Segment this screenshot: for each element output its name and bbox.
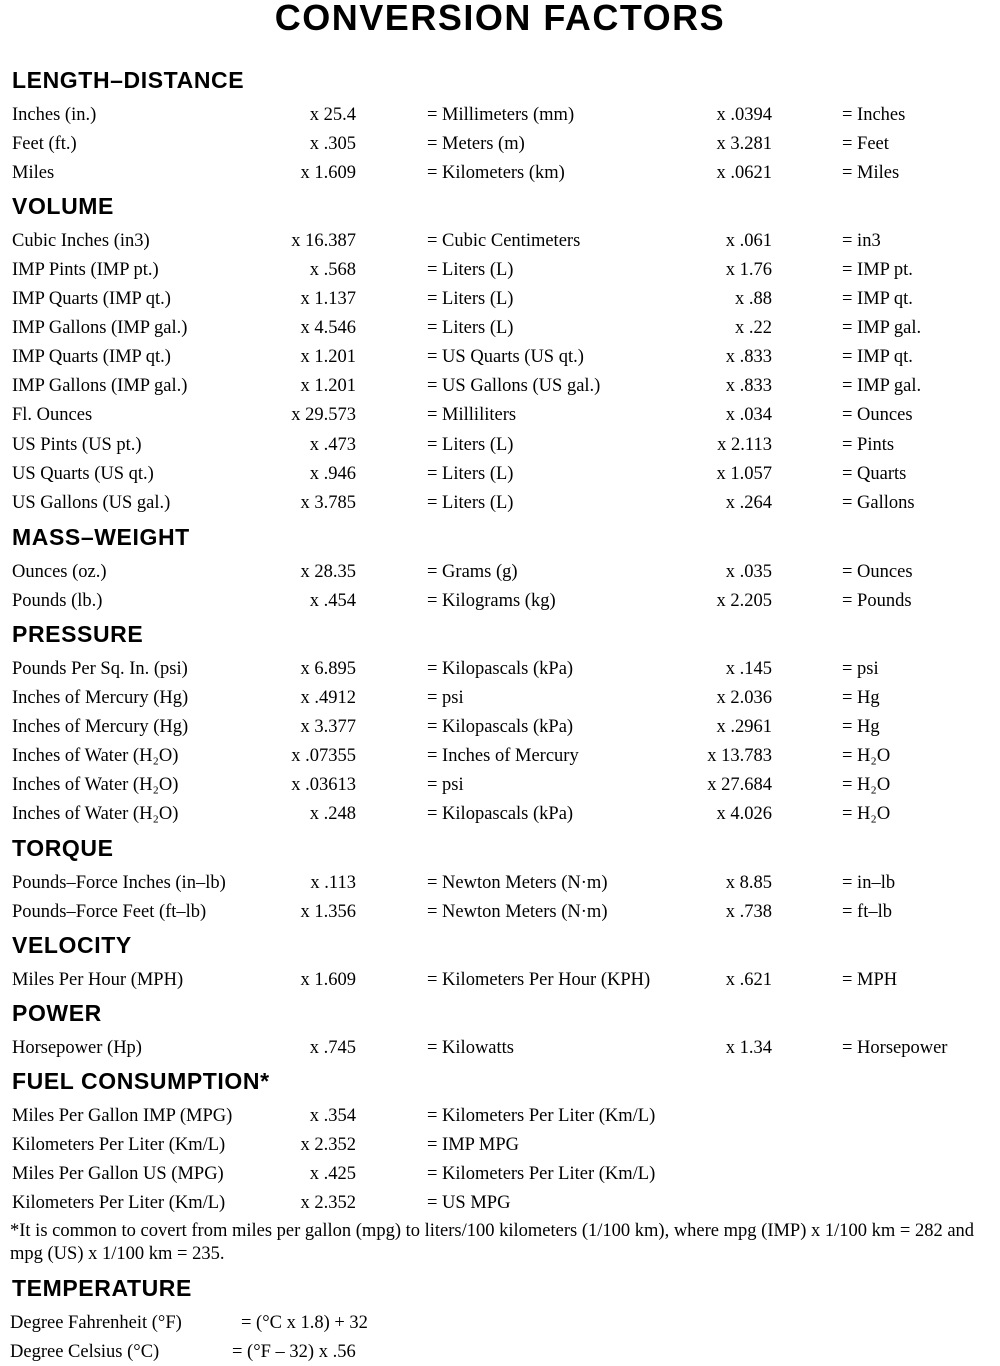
table-row (0, 1161, 1000, 1187)
table-row (0, 801, 1000, 827)
back-unit: = H₂O (842, 746, 891, 766)
factor: x .354 (309, 1106, 356, 1126)
from-unit: Kilometers Per Liter (Km/L) (12, 1193, 226, 1213)
back-factor: x .833 (725, 347, 772, 367)
table-row (0, 461, 1000, 487)
to-unit: = Kilometers (km) (427, 163, 565, 183)
section-heading-fuel-consumption: FUEL CONSUMPTION* (12, 1068, 270, 1094)
table-row (0, 344, 1000, 370)
to-unit: = Kilowatts (427, 1038, 514, 1058)
back-unit: = Ounces (842, 562, 913, 582)
back-unit: = Ounces (842, 405, 913, 425)
table-row (0, 656, 1000, 682)
to-unit: = Millimeters (mm) (427, 105, 575, 125)
back-factor: x .061 (725, 231, 772, 251)
back-factor: x .145 (725, 659, 772, 679)
table-row (0, 131, 1000, 157)
from-unit: Ounces (oz.) (12, 562, 107, 582)
temperature-label: Degree Celsius (°C) (10, 1342, 160, 1362)
back-unit: = IMP qt. (842, 289, 913, 309)
from-unit: US Gallons (US gal.) (12, 493, 171, 513)
to-unit: = Kilometers Per Liter (Km/L) (427, 1106, 656, 1126)
from-unit: Inches of Water (H₂O) (12, 804, 179, 824)
from-unit: Pounds (lb.) (12, 591, 103, 611)
back-factor: x 2.113 (717, 435, 772, 455)
from-unit: Miles Per Gallon IMP (MPG) (12, 1106, 233, 1126)
back-factor: x 2.036 (716, 688, 772, 708)
table-row (0, 588, 1000, 614)
back-unit: = Pints (842, 435, 895, 455)
back-unit: = IMP pt. (842, 260, 913, 280)
to-unit: = Grams (g) (427, 562, 518, 582)
to-unit: = Kilopascals (kPa) (427, 659, 574, 679)
back-factor: x .035 (725, 562, 772, 582)
from-unit: IMP Gallons (IMP gal.) (12, 318, 188, 338)
to-unit: = Kilograms (kg) (427, 591, 556, 611)
back-factor: x 2.205 (716, 591, 772, 611)
from-unit: IMP Quarts (IMP qt.) (12, 347, 171, 367)
back-factor: x .738 (725, 902, 772, 922)
back-unit: = IMP gal. (842, 318, 922, 338)
fuel-footnote: *It is common to covert from miles per gallon (mpg) to liters/100 kilometers (1/100 km), where mpg (IMP) x 1/100 km = 282 and mpg (US) x 1/100 km = 235. (10, 1221, 975, 1264)
factor: x .425 (309, 1164, 356, 1184)
from-unit: Pounds Per Sq. In. (psi) (12, 659, 188, 679)
back-factor: x 8.85 (725, 873, 772, 893)
table-row (0, 1132, 1000, 1158)
factor: x 3.377 (300, 717, 356, 737)
section-heading-velocity: VELOCITY (12, 932, 132, 958)
factor: x .454 (309, 591, 356, 611)
back-factor: x .833 (725, 376, 772, 396)
to-unit: = Meters (m) (427, 134, 525, 154)
back-unit: = H₂O (842, 804, 891, 824)
table-row (0, 432, 1000, 458)
back-unit: = Gallons (842, 493, 915, 513)
to-unit: = US Gallons (US gal.) (427, 376, 601, 396)
table-row (0, 315, 1000, 341)
back-unit: = MPH (842, 970, 898, 990)
factor: x 16.387 (291, 231, 356, 251)
table-row (0, 257, 1000, 283)
to-unit: = psi (427, 775, 464, 795)
factor: x .113 (310, 873, 356, 893)
back-factor: x 1.057 (716, 464, 772, 484)
table-row (0, 160, 1000, 186)
from-unit: IMP Gallons (IMP gal.) (12, 376, 188, 396)
table-row (0, 1310, 1000, 1336)
table-row (0, 743, 1000, 769)
back-unit: = Feet (842, 134, 889, 154)
from-unit: US Pints (US pt.) (12, 435, 142, 455)
from-unit: Miles Per Gallon US (MPG) (12, 1164, 224, 1184)
back-factor: x 4.026 (716, 804, 772, 824)
to-unit: = Liters (L) (427, 289, 514, 309)
factor: x .305 (309, 134, 356, 154)
factor: x .568 (309, 260, 356, 280)
table-row (0, 772, 1000, 798)
factor: x 29.573 (291, 405, 356, 425)
to-unit: = Kilopascals (kPa) (427, 804, 574, 824)
factor: x .946 (309, 464, 356, 484)
table-row (0, 402, 1000, 428)
table-row (0, 1190, 1000, 1216)
back-unit: = in3 (842, 231, 881, 251)
factor: x .03613 (291, 775, 356, 795)
from-unit: Pounds–Force Feet (ft–lb) (12, 902, 207, 922)
factor: x 2.352 (300, 1135, 356, 1155)
factor: x .745 (309, 1038, 356, 1058)
back-unit: = Hg (842, 717, 880, 737)
from-unit: Inches of Water (H₂O) (12, 746, 179, 766)
factor: x 25.4 (309, 105, 356, 125)
factor: x 1.609 (300, 970, 356, 990)
back-factor: x .264 (725, 493, 772, 513)
table-row (0, 1035, 1000, 1061)
to-unit: = psi (427, 688, 464, 708)
from-unit: Inches (in.) (12, 105, 97, 125)
to-unit: = Kilometers Per Hour (KPH) (427, 970, 651, 990)
factor: x 1.137 (300, 289, 356, 309)
to-unit: = IMP MPG (427, 1135, 519, 1155)
to-unit: = Cubic Centimeters (427, 231, 581, 251)
back-unit: = Hg (842, 688, 880, 708)
from-unit: Pounds–Force Inches (in–lb) (12, 873, 226, 893)
back-factor: x 1.34 (725, 1038, 772, 1058)
section-heading-power: POWER (12, 1000, 102, 1026)
back-factor: x .034 (725, 405, 772, 425)
factor: x 1.201 (300, 376, 356, 396)
from-unit: Inches of Water (H₂O) (12, 775, 179, 795)
back-unit: = H₂O (842, 775, 891, 795)
from-unit: Fl. Ounces (12, 405, 93, 425)
to-unit: = Kilopascals (kPa) (427, 717, 574, 737)
section-heading-temperature: TEMPERATURE (12, 1275, 192, 1301)
back-factor: x 3.281 (716, 134, 772, 154)
from-unit: US Quarts (US qt.) (12, 464, 154, 484)
to-unit: = US Quarts (US qt.) (427, 347, 584, 367)
to-unit: = Liters (L) (427, 493, 514, 513)
back-factor: x 1.76 (725, 260, 772, 280)
back-unit: = in–lb (842, 873, 896, 893)
from-unit: Inches of Mercury (Hg) (12, 717, 189, 737)
factor: x 1.356 (300, 902, 356, 922)
factor: x .248 (309, 804, 356, 824)
back-unit: = psi (842, 659, 879, 679)
table-row (0, 899, 1000, 925)
factor: x .4912 (300, 688, 356, 708)
from-unit: Inches of Mercury (Hg) (12, 688, 189, 708)
back-unit: = IMP qt. (842, 347, 913, 367)
to-unit: = US MPG (427, 1193, 511, 1213)
from-unit: Kilometers Per Liter (Km/L) (12, 1135, 226, 1155)
temperature-formula: = (°C x 1.8) + 32 (241, 1313, 368, 1333)
back-factor: x .0621 (716, 163, 772, 183)
factor: x 3.785 (300, 493, 356, 513)
from-unit: Horsepower (Hp) (12, 1038, 142, 1058)
table-row (0, 373, 1000, 399)
factor: x 1.609 (300, 163, 356, 183)
to-unit: = Liters (L) (427, 464, 514, 484)
factor: x 1.201 (300, 347, 356, 367)
to-unit: = Inches of Mercury (427, 746, 579, 766)
section-heading-torque: TORQUE (12, 835, 114, 861)
back-factor: x .22 (735, 318, 772, 338)
temperature-formula: = (°F – 32) x .56 (232, 1342, 356, 1362)
factor: x .07355 (291, 746, 356, 766)
section-heading-pressure: PRESSURE (12, 621, 144, 647)
factor: x 2.352 (300, 1193, 356, 1213)
section-heading-length-distance: LENGTH–DISTANCE (12, 67, 245, 93)
to-unit: = Newton Meters (N·m) (427, 902, 608, 922)
to-unit: = Milliliters (427, 405, 517, 425)
table-row (0, 102, 1000, 128)
to-unit: = Liters (L) (427, 435, 514, 455)
back-factor: x .2961 (716, 717, 772, 737)
table-row (0, 490, 1000, 516)
factor: x 6.895 (300, 659, 356, 679)
table-row (0, 870, 1000, 896)
section-heading-volume: VOLUME (12, 193, 114, 219)
page-title: CONVERSION FACTORS (274, 0, 726, 38)
from-unit: Miles (12, 163, 55, 183)
table-row (0, 559, 1000, 585)
from-unit: IMP Pints (IMP pt.) (12, 260, 159, 280)
temperature-label: Degree Fahrenheit (°F) (10, 1313, 182, 1333)
table-row (0, 286, 1000, 312)
back-unit: = Inches (842, 105, 906, 125)
from-unit: Feet (ft.) (12, 134, 77, 154)
factor: x 28.35 (300, 562, 356, 582)
back-unit: = IMP gal. (842, 376, 922, 396)
from-unit: IMP Quarts (IMP qt.) (12, 289, 171, 309)
table-row (0, 685, 1000, 711)
back-unit: = Quarts (842, 464, 907, 484)
section-heading-mass-weight: MASS–WEIGHT (12, 524, 190, 550)
back-factor: x .88 (735, 289, 772, 309)
factor: x .473 (309, 435, 356, 455)
back-unit: = Miles (842, 163, 900, 183)
table-row (0, 1103, 1000, 1129)
back-unit: = Pounds (842, 591, 912, 611)
table-row (0, 1339, 1000, 1365)
from-unit: Cubic Inches (in3) (12, 231, 150, 251)
table-row (0, 228, 1000, 254)
from-unit: Miles Per Hour (MPH) (12, 970, 184, 990)
to-unit: = Liters (L) (427, 318, 514, 338)
back-factor: x 13.783 (707, 746, 772, 766)
to-unit: = Kilometers Per Liter (Km/L) (427, 1164, 656, 1184)
to-unit: = Newton Meters (N·m) (427, 873, 608, 893)
back-factor: x .0394 (716, 105, 772, 125)
back-factor: x .621 (725, 970, 772, 990)
table-row (0, 714, 1000, 740)
back-unit: = ft–lb (842, 902, 892, 922)
table-row (0, 967, 1000, 993)
factor: x 4.546 (300, 318, 356, 338)
back-factor: x 27.684 (707, 775, 772, 795)
to-unit: = Liters (L) (427, 260, 514, 280)
back-unit: = Horsepower (842, 1038, 948, 1058)
